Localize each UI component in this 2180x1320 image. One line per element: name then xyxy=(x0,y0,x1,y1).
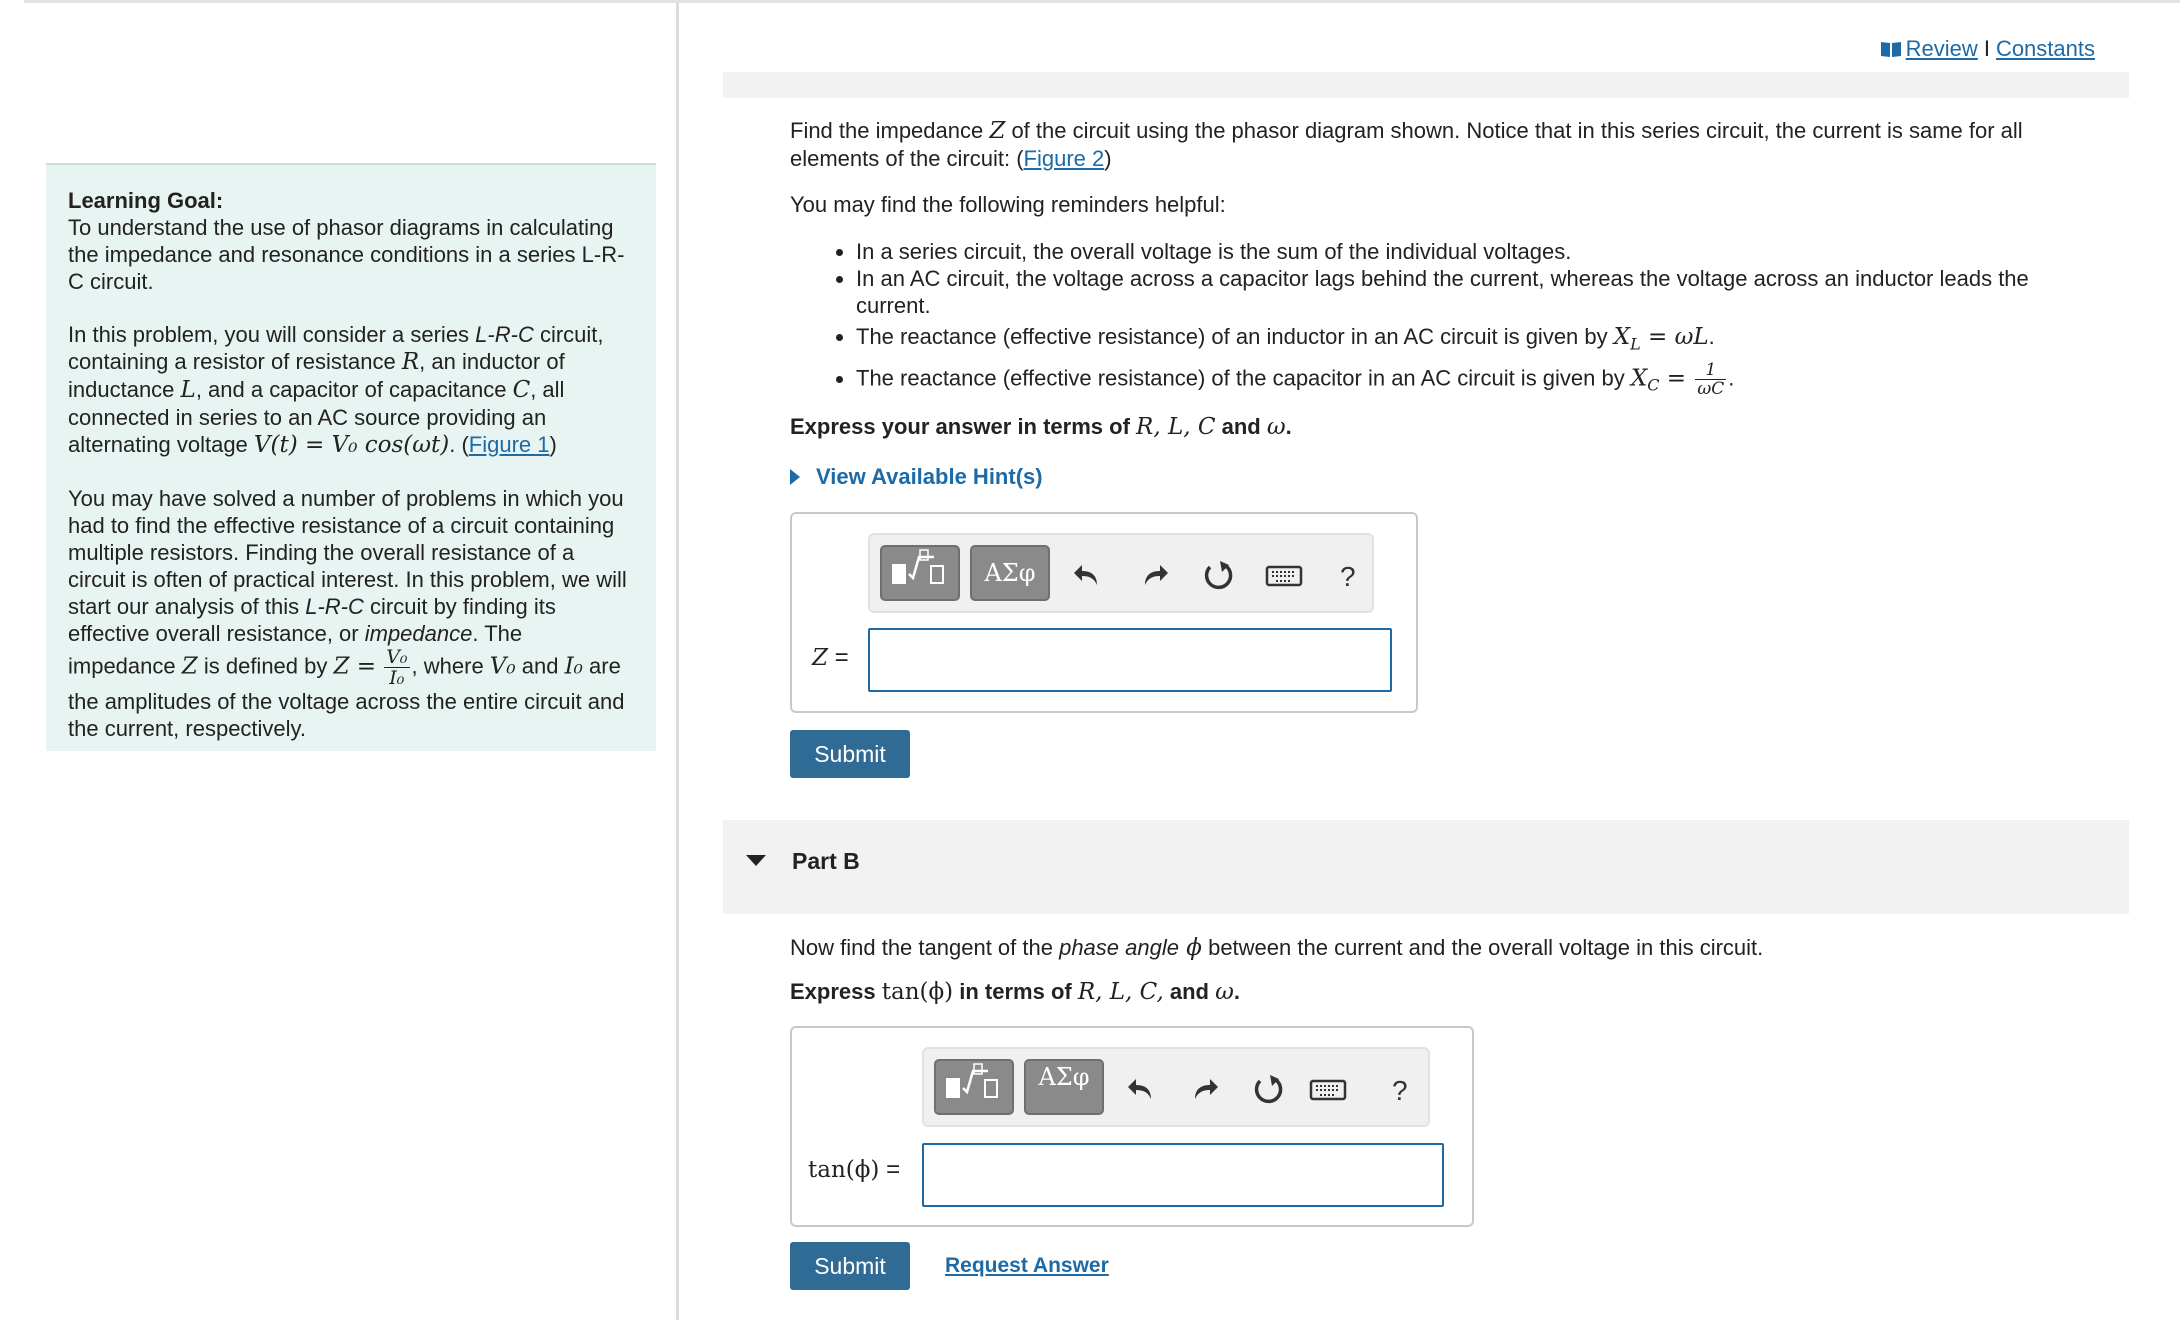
math-R: R xyxy=(401,349,420,375)
hints-label: View Available Hint(s) xyxy=(816,464,1043,489)
part-b-title: Part B xyxy=(792,848,860,874)
text: In this problem, you will consider a series xyxy=(68,322,476,347)
templates-button[interactable] xyxy=(880,545,960,601)
text-phase-angle: phase angle xyxy=(1059,935,1179,960)
math-tan: tan(ϕ) xyxy=(808,1157,880,1183)
math-omega: ω xyxy=(1215,979,1234,1005)
math-X: X xyxy=(1630,365,1648,392)
text: ) xyxy=(549,432,557,457)
text: The reactance (effective resistance) of the capacitor in an AC circuit is given by xyxy=(856,365,1631,391)
panel-divider xyxy=(676,3,679,1320)
text: Express xyxy=(790,979,882,1004)
math-Z: Z xyxy=(812,645,828,671)
keyboard-icon[interactable] xyxy=(1308,1071,1348,1107)
text: . ( xyxy=(449,432,469,457)
math-toolbar xyxy=(922,1047,1430,1127)
part-a-question xyxy=(790,117,2090,172)
part-b-express xyxy=(790,978,2090,1006)
text: . The impedance xyxy=(68,621,523,679)
goal-intro xyxy=(68,187,634,295)
text: Now find the tangent of the xyxy=(790,935,1060,960)
text: and xyxy=(515,653,565,679)
math-I0: I₀ xyxy=(564,653,583,680)
text-impedance: impedance xyxy=(364,621,473,646)
text: , an inductor of inductance xyxy=(68,349,565,402)
fraction-den: ωC xyxy=(1697,379,1725,400)
part-b-answer-box xyxy=(790,1026,1474,1227)
math-L: L xyxy=(180,377,196,403)
math-V0: V₀ xyxy=(489,653,516,680)
goal-intro-text: To understand the use of phasor diagrams in calculating the impedance and resonance conditions in a series L-R-C circuit. xyxy=(68,215,625,294)
text: = xyxy=(879,1156,901,1183)
math-toolbar xyxy=(868,533,1374,613)
text: ) xyxy=(1104,146,1112,171)
text: Find the impedance xyxy=(790,118,990,143)
redo-icon[interactable] xyxy=(1136,557,1172,593)
undo-icon[interactable] xyxy=(1070,557,1106,593)
goal-heading: Learning Goal: xyxy=(68,188,224,213)
text: circuit by finding its effective overall resistance, or xyxy=(68,594,556,646)
answer-input-tan[interactable] xyxy=(922,1143,1444,1207)
part-b-header[interactable] xyxy=(746,848,860,875)
redo-icon[interactable] xyxy=(1186,1071,1222,1107)
part-a-express xyxy=(790,413,2090,441)
text: between the current and the overall voltage in this circuit. xyxy=(1201,935,1764,960)
text: . xyxy=(1728,365,1735,391)
text: circuit, containing a resistor of resistance xyxy=(68,322,604,374)
text-circuit: L-R-C xyxy=(305,594,364,619)
fraction-V0-I0 xyxy=(384,647,409,688)
answer-input-z[interactable] xyxy=(868,628,1392,692)
text: and xyxy=(1215,414,1267,439)
math-Z: Z xyxy=(181,653,198,680)
reminder-text: You may find the following reminders helpful: xyxy=(790,192,1226,217)
top-rule xyxy=(24,0,2180,3)
part-a-header-bar xyxy=(723,72,2129,98)
fraction-num: 1 xyxy=(1695,361,1726,380)
text-circuit: L-R-C xyxy=(475,322,534,347)
text: in terms of xyxy=(953,979,1078,1004)
math-Z-eq: Z = xyxy=(333,653,377,680)
symbols-label: ΑΣφ xyxy=(984,559,1036,587)
math-sub-L: L xyxy=(1630,334,1641,354)
symbols-label: ΑΣφ xyxy=(1038,1063,1090,1091)
part-b-question xyxy=(790,934,2090,962)
symbols-button[interactable] xyxy=(970,545,1050,601)
learning-goal-panel xyxy=(46,163,656,751)
templates-icon xyxy=(882,547,958,599)
math-X: X xyxy=(1613,324,1631,350)
fraction-1-wC xyxy=(1695,361,1726,398)
book-icon xyxy=(1880,40,1902,58)
top-links xyxy=(1880,36,2095,62)
list-item xyxy=(856,361,2096,399)
part-a-answer-box xyxy=(790,512,1418,713)
text: , all connected in series to an AC source providing an alternating voltage xyxy=(68,377,565,457)
math-vars: R, L, C, xyxy=(1077,979,1164,1005)
text: The reactance (effective resistance) of an inductor in an AC circuit is given by xyxy=(856,324,1614,349)
fraction-num: V₀ xyxy=(386,646,408,668)
math-eq: = xyxy=(1659,365,1694,392)
list-item: • In a series circuit, the overall voltage is the sum of the individual voltages. xyxy=(856,238,2096,265)
math-Z: Z xyxy=(989,118,1006,144)
text: are the amplitudes of the voltage across the entire circuit and the current, respectively. xyxy=(68,653,625,741)
templates-button[interactable] xyxy=(934,1059,1014,1115)
figure-1-link[interactable]: Figure 1 xyxy=(468,432,550,457)
text: . xyxy=(1708,324,1715,349)
fraction-den: I₀ xyxy=(389,667,405,689)
figure-2-link[interactable]: Figure 2 xyxy=(1023,146,1105,171)
goal-paragraph-2 xyxy=(68,321,634,459)
templates-icon xyxy=(936,1061,1012,1113)
goal-paragraph-3 xyxy=(68,485,634,742)
symbols-button[interactable] xyxy=(1024,1059,1104,1115)
caret-down-icon xyxy=(746,855,766,866)
math-omega: ω xyxy=(1266,414,1286,440)
help-button[interactable]: ? xyxy=(1340,561,1356,592)
text: . xyxy=(1233,979,1240,1004)
math-phi: ϕ xyxy=(1178,935,1202,961)
list-item: • In an AC circuit, the voltage across a capacitor lags behind the current, whereas the voltage across an inductor leads the current. xyxy=(856,265,2096,319)
reminder-list xyxy=(828,238,2096,399)
submit-button-part-b[interactable]: Submit xyxy=(790,1242,910,1290)
math-vars: R, L, C xyxy=(1136,414,1216,440)
request-answer-link[interactable]: Request Answer xyxy=(945,1254,1109,1277)
caret-right-icon xyxy=(790,469,800,485)
text: You may have solved a number of problems in which you had to find the effective resistance of a circuit containing multiple resistors. Finding the overall resistance of a circuit is often of practical interest. In this problem, we will start our analysis of this xyxy=(68,486,627,619)
text: . xyxy=(1285,414,1292,439)
undo-icon[interactable] xyxy=(1124,1071,1160,1107)
link-separator: I xyxy=(1983,36,1990,61)
math-tan: tan(ϕ) xyxy=(881,979,954,1005)
submit-button-part-a[interactable]: Submit xyxy=(790,730,910,778)
reset-icon[interactable] xyxy=(1250,1071,1286,1107)
text: of the circuit using the phasor diagram shown. Notice that in this series circuit, the current is same for all elements of the circuit: ( xyxy=(790,118,2023,171)
list-item xyxy=(856,323,2096,357)
keyboard-icon[interactable] xyxy=(1264,557,1304,593)
part-b-header-bar xyxy=(723,820,2129,914)
text: is defined by xyxy=(197,653,334,679)
answer-label xyxy=(808,1156,900,1184)
text: , and a capacitor of capacitance xyxy=(195,377,513,402)
reset-icon[interactable] xyxy=(1200,557,1236,593)
help-button[interactable]: ? xyxy=(1392,1075,1408,1106)
view-hints-toggle[interactable] xyxy=(790,464,1043,490)
text: Express your answer in terms of xyxy=(790,414,1137,439)
math-C: C xyxy=(512,377,531,403)
text: = xyxy=(827,644,849,671)
constants-link[interactable]: Constants xyxy=(1995,36,2095,61)
math-voltage: V(t) = V₀ cos(ωt) xyxy=(253,432,450,458)
text: , where xyxy=(411,653,490,679)
review-link[interactable]: Review xyxy=(1905,36,1978,61)
math-eq: = ωL xyxy=(1640,324,1709,350)
math-sub-C: C xyxy=(1647,376,1660,396)
answer-label xyxy=(812,644,849,672)
text: and xyxy=(1163,979,1216,1004)
